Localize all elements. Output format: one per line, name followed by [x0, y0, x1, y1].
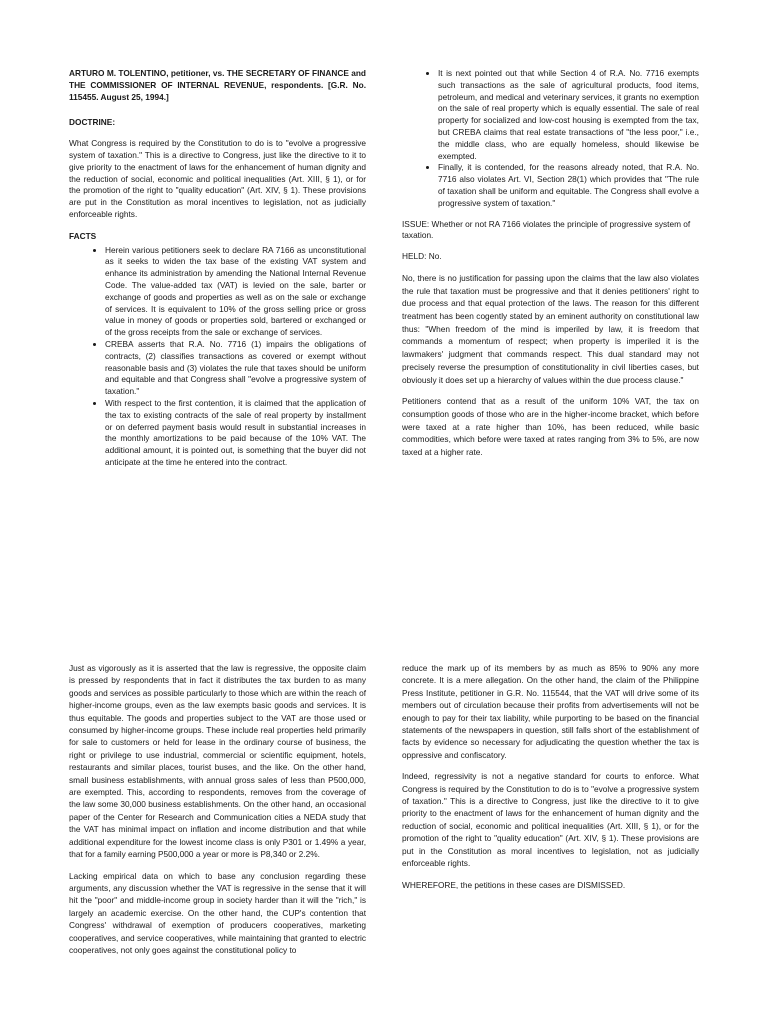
doctrine-text: What Congress is required by the Constitution to do is to "evolve a progressive system of taxation." This is a directive to Congress, just like the directive to it to give priority to the enactment of laws for the enhancement of human dignity and the reduction of social, economic and political inequalities (Art. XIII, § 1), or for the promotion of the right to "quality education" (Art. XIV, § 1). These provisions are put in the Constitution as moral incentives to legislation, not as judicially enforceable rights. — [69, 138, 366, 219]
doctrine-heading: DOCTRINE: — [69, 117, 116, 128]
wherefore-text: WHEREFORE, the petitions in these cases are DISMISSED. — [402, 879, 626, 890]
ruling-paragraph: Petitioners contend that as a result of the uniform 10% VAT, the tax on consumption goods of those who are in the higher-income bracket, which before were taxed at a rate higher than 10%, has been reduced, while basic commodities, which before were taxed at rates ranging from 3% to 5%, are now taxed at a higher rate. — [402, 396, 699, 458]
body-paragraph: reduce the mark up of its members by as much as 85% to 90% any more concrete. It is a mere allegation. On the other hand, the claim of the Philippine Press Institute, petitioner in G.R. No. 115544, that the VAT will drive some of its members out of circulation because their profits from advertisements will not be enough to pay for their tax liability, while purporting to be based on the financial statements of the newspapers in question, still falls short of the establishment of facts by evidence so necessary for adjudicating the question whether the tax is oppressive and confiscatory. — [402, 663, 699, 760]
body-paragraph: Indeed, regressivity is not a negative standard for courts to enforce. What Congress is required by the Constitution to do is to "evolve a progressive system of taxation." This is a directive to Congress, just like the directive to it to give priority to the enactment of laws for the enhancement of human dignity and the reduction of social, economic and political inequalities (Art. XIII, § 1), or for the promotion of the right to "quality education" (Art. XIV, § 1). These provisions are put in the Constitution as moral incentives to legislation, not as judicially enforceable rights. — [402, 771, 699, 869]
facts-item: • CREBA asserts that R.A. No. 7716 (1) impairs the obligations of contracts, (2) classifies transactions as covered or exempt without reasonable basis and (3) violates the rule that taxes should be uniform and equitable and that Congress shall "evolve a progressive system of taxation." — [105, 339, 366, 398]
facts-heading: FACTS — [69, 230, 97, 241]
facts-item: • With respect to the first contention, it is claimed that the application of the tax to existing contracts of the sale of real property by installment or on deferred payment basis would result in substantial increases in the monthly amortizations to be paid because of the 10% VAT. The additional amount, it is pointed out, is something that the buyer did not anticipate at the time he entered into the contract. — [105, 398, 366, 469]
facts-list-continued — [402, 68, 699, 210]
facts-list — [69, 245, 366, 469]
issue-text: ISSUE: Whether or not RA 7166 violates the principle of progressive system of taxation. — [402, 218, 691, 241]
ruling-paragraph: No, there is no justification for passing upon the claims that the law also violates the rule that taxation must be progressive and that it denies petitioners' right to due process and that equal protection of the laws. The reason for this different treatment has been cogently stated by an eminent authority on constitutional law thus: "When freedom of the mind is imperiled by law, it is freedom that commands a momentum of respect; when property is imperiled it is the lawmakers' judgment that commands respect. This dual standard may not precisely reverse the presumption of constitutionality in civil liberties cases, but obviously it does set up a hierarchy of values within the due process clause." — [402, 272, 699, 385]
page1-left-column — [69, 68, 366, 478]
page2-right-column — [402, 662, 699, 900]
facts-item: • Finally, it is contended, for the reasons already noted, that R.A. No. 7716 also violates Art. VI, Section 28(1) which provides that "The rule of taxation shall be uniform and equitable. The Congress shall evolve a progressive system of taxation." — [438, 162, 699, 209]
body-paragraph: Just as vigorously as it is asserted that the law is regressive, the opposite claim is pressed by respondents that in fact it distributes the tax burden to as many goods and services as possible particularly to those which are within the reach of higher-income groups, even as the law exempts basic goods and services. It is thus equitable. The goods and properties subject to the VAT are those used or consumed by higher-income groups. These include real properties held primarily for sale to customers or held for lease in the ordinary course of business, the right or privilege to use industrial, commercial or scientific equipment, hotels, restaurants and similar places, tourist buses, and the like. On the other hand, small business establishments, with annual gross sales of less than P500,000, are exempted. This, according to respondents, removes from the coverage of the law some 30,000 business establishments. On the other hand, an occasional paper of the Center for Research and Communication cities a NEDA study that the VAT has minimal impact on inflation and income distribution and that while additional expenditure for the lowest income class is only P301 or 1.49% a year, that for a family earning P500,000 a year or more is P8,340 or 2.2%. — [69, 663, 367, 860]
page1-right-column — [402, 68, 699, 468]
body-paragraph: Lacking empirical data on which to base any conclusion regarding these arguments, any discussion whether the VAT is regressive in the sense that it will hit the "poor" and middle-income group in society harder than it will the "rich," is largely an academic exercise. On the other hand, the CUP's contention that Congress' withdrawal of exemption of producers cooperatives, marketing cooperatives, and service cooperatives, while maintaining that granted to electric cooperatives, not only goes against the constitutional policy to — [69, 870, 366, 955]
facts-item: • Herein various petitioners seek to declare RA 7166 as unconstitutional as it seeks to widen the tax base of the existing VAT system and enhance its administration by amending the National Internal Revenue Code. The value-added tax (VAT) is levied on the sale, barter or exchange of goods and properties as well as on the sale or exchange of services. It is equivalent to 10% of the gross selling price or gross value in money of goods or properties sold, bartered or exchanged or of the gross receipts from the sale or exchange of services. — [105, 245, 366, 339]
page2-left-column — [69, 662, 366, 965]
held-text: HELD: No. — [402, 251, 442, 262]
facts-item: • It is next pointed out that while Section 4 of R.A. No. 7716 exempts such transactions as the sale of agricultural products, food items, petroleum, and medical and veterinary services, it grants no exemption on the sale of real property which is equally essential. The sale of real property for socialized and low-cost housing is exempted from the tax, but CREBA claims that real estate transactions of "the less poor," i.e., the middle class, who are equally homeless, should likewise be exempted. — [438, 68, 699, 162]
case-title: ARTURO M. TOLENTINO, petitioner, vs. THE SECRETARY OF FINANCE and THE COMMISSIONER OF INTERNAL REVENUE, respondents. [G.R. No. 115455. August 25, 1994.] — [69, 68, 366, 102]
